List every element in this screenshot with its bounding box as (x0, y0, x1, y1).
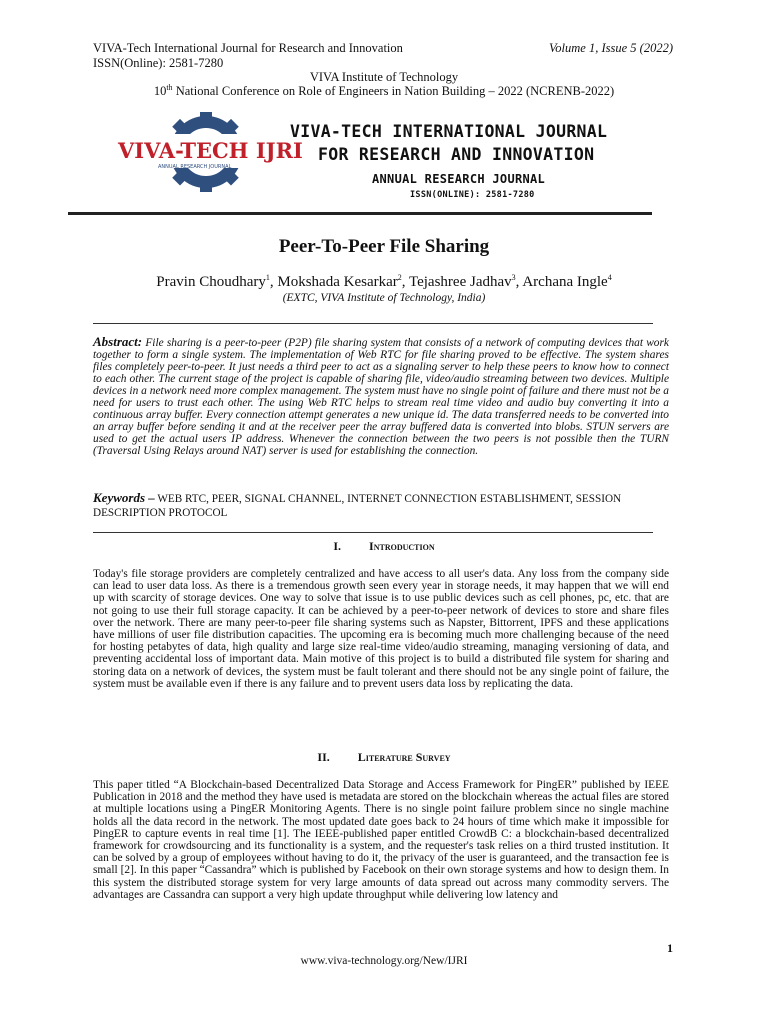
journal-banner-subtitle: ANNUAL RESEARCH JOURNAL (372, 172, 546, 186)
volume-issue: Volume 1, Issue 5 (2022) (549, 41, 673, 55)
author: Mokshada Kesarkar (277, 274, 398, 290)
abstract (93, 336, 669, 457)
author: Archana Ingle (522, 274, 608, 290)
introduction-paragraph: Today's file storage providers are completely centralized and have access to all user's data. Any loss from the company side can lead to user data loss. As there is a tremendous growth seen every year in storage needs, it may happen that we will end up with scarcity of storage devices. One way to solve that issue is to use public devices such as cell phones, pc, etc. that are not going to use their full storage capacity. It can be achieved by a peer-to-peer network of devices to store and share files over the network. There are many peer-to-peer file sharing systems such as Napster, Bittorrent, IPFS and these applications have millions of user file distribution capacities. The upcoming era is becoming much more challenging because of the need for hosting petabytes of data, high quality and large size real-time video/audio streaming, managing versioning of data, and preventing accidental loss of important data. Main motive of this project is to build a distributed file system for sharing and storing data on a network of devices, the system must be fault tolerant and there should not be any single point of failure, the system must be available even if there is any failure and to prevent users data loss by replicating the data. (93, 568, 669, 690)
running-header-left (93, 41, 403, 71)
affiliation: (EXTC, VIVA Institute of Technology, India) (282, 292, 486, 304)
issn-online: ISSN(Online): 2581-7280 (93, 56, 224, 70)
journal-name: VIVA-Tech International Journal for Research and Innovation (93, 41, 403, 55)
footer-url: www.viva-technology.org/New/IJRI (300, 955, 468, 967)
section-heading-literature-survey: II. Literature Survey (317, 750, 451, 764)
section-heading-introduction: I. Introduction (333, 539, 435, 553)
institute-name: VIVA Institute of Technology (309, 70, 459, 84)
abstract-top-rule (93, 323, 653, 324)
conference-line: 10th National Conference on Role of Engineers in Nation Building – 2022 (NCRENB-2022) (153, 82, 615, 98)
author-list: Pravin Choudhary$^1$, Mokshada Kesarkar$^2$, Tejashree Jadhav$^3$, Archana Ingle$^4$ (156, 273, 612, 290)
journal-banner-issn: ISSN(ONLINE): 2581-7280 (410, 190, 535, 200)
paper-title: Peer-To-Peer File Sharing (278, 236, 490, 257)
keywords-text: WEB RTC, PEER, SIGNAL CHANNEL, INTERNET CONNECTION ESTABLISHMENT, SESSION DESCRIPTION PROTOCOL (93, 493, 622, 519)
journal-banner-title: VIVA-TECH INTERNATIONAL JOURNAL FOR RESEARCH AND INNOVATION (290, 122, 608, 164)
banner-divider (68, 212, 652, 215)
author: Pravin Choudhary (156, 274, 266, 290)
abstract-label: Abstract: (93, 334, 143, 349)
literature-survey-paragraph: This paper titled “A Blockchain-based Decentralized Data Storage and Access Framework for PingER” published by IEEE Publication in 2018 and the method they have used is metadata are stored on the blockchain whereas the actual files are stored at multiple locations using a PingER Monitoring Agents. There is no single point failure problem since no single machine holds all the data record in the network. The most updated date goes back to 24 hours of time which make it impossible for PingER to capture events in real time [1]. The IEEE-published paper entitled CrowdB C: a blockchain-based decentralized framework for crowdsourcing and its functionality is a system, and the requester's task relies on a third trusted institution. It can be solved by a group of employees without having to do it, the privacy of the user is guaranteed, and the transaction fee is small [2]. In this paper “Cassandra” which is published by Facebook on their own storage systems and how to design them. In this system the distributed storage system for very large amounts of data spread out across many commodity servers. The advantages are Cassandra can support a very high update throughput while delivering low latency and (93, 779, 669, 901)
page-number: 1 (667, 941, 673, 955)
abstract-bottom-rule (93, 532, 653, 533)
logo-text: VIVA-TECH IJRI (118, 138, 302, 163)
journal-logo (112, 112, 302, 207)
author: Tejashree Jadhav (408, 274, 512, 290)
keywords (93, 491, 669, 520)
logo-subtext: ANNUAL RESEARCH JOURNAL (158, 164, 232, 170)
abstract-text: File sharing is a peer-to-peer (P2P) file sharing system that consists of a network of computing devices that work together to form a single system. The implementation of Web RTC for file sharing proved to be effective. The system shares files completely peer-to-peer. It just needs a third peer to act as a signaling server to help these peers to know how to connect to each other. The current stage of the project is capable of sharing file, video/audio streaming between two devices. Multiple devices in a network need more complex management. The system must have no single point of failure and there must not be a need for users to trust each other. The using Web RTC helps to stream real time video and audio buy converting it into a continuous array buffer. Every connection attempt generates a new unique id. The data transferred needs to be converted into an array buffer before sending it and at the receiver peer the array buffered data is converted into blobs. STUN servers are used to get the actual users IP address. Whenever the connection between the two peers is not possible then the TURN (Traversal Using Relays around NAT) server is used for establishing the connection. (93, 337, 669, 458)
keywords-label: Keywords – (93, 490, 155, 505)
